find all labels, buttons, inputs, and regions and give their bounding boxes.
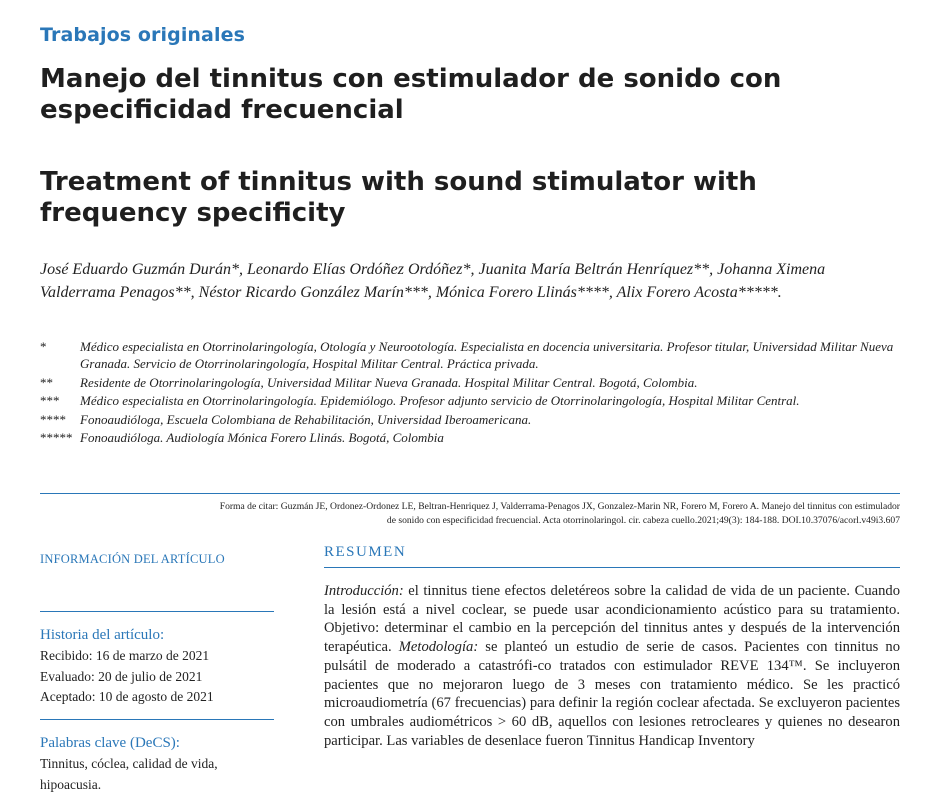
received-date: Recibido: 16 de marzo de 2021 [40,646,274,667]
keywords-line: hipoacusia. [40,775,274,795]
article-info-column [40,552,274,567]
citation-line: de sonido con especificidad frecuencial. Acta otorrinolaringol. cir. cabeza cuello.2021;49(3): 184-188. DOI.10.37076/acorl.v49i3.607 [40,514,900,528]
abstract-intro-label: Introducción: [324,583,404,599]
title-spanish: Manejo del tinnitus con estimulador de sonido con especificidad frecuencial [40,64,900,126]
accepted-date: Aceptado: 10 de agosto de 2021 [40,687,274,708]
affiliation-item [40,429,900,446]
abstract-method-label: Metodología: [399,639,478,655]
affiliation-item [40,374,900,391]
affiliation-mark: *** [40,392,80,409]
affiliation-mark: * [40,338,80,372]
affiliation-mark: ***** [40,429,80,446]
evaluated-date: Evaluado: 20 de julio de 2021 [40,667,274,688]
affiliation-text: Fonoaudióloga, Escuela Colombiana de Rehabilitación, Universidad Iberoamericana. [80,411,900,428]
affiliation-text: Fonoaudióloga. Audiología Mónica Forero Llinás. Bogotá, Colombia [80,429,900,446]
citation-line: Forma de citar: Guzmán JE, Ordonez-Ordonez LE, Beltran-Henriquez J, Valderrama-Penagos JX, Gonzalez-Marin NR, Forero M, Forero A. Manejo del tinnitus con estimulador [40,500,900,514]
keywords-line: Tinnitus, cóclea, calidad de vida, [40,754,274,775]
abstract-heading: RESUMEN [324,542,900,562]
article-info-heading: INFORMACIÓN DEL ARTÍCULO [40,552,274,567]
history-heading: Historia del artículo: [40,624,274,646]
abstract-body [324,582,900,750]
keywords-heading: Palabras clave (DeCS): [40,732,274,754]
affiliation-mark: ** [40,374,80,391]
abstract-column [324,542,900,750]
affiliation-text: Médico especialista en Otorrinolaringología, Otología y Neurootología. Especialista en docencia universitaria. Profesor titular, Universidad Militar Nueva Granada. Servicio de Otorrinolaringología, Hospital Militar Central. Práctica privada. [80,338,900,372]
section-label: Trabajos originales [40,24,245,46]
abstract-divider [324,567,900,568]
author-list: José Eduardo Guzmán Durán*, Leonardo Elías Ordóñez Ordóñez*, Juanita María Beltrán Henríquez**, Johanna Ximena Valderrama Penagos**, Néstor Ricardo González Marín***, Mónica Forero Llinás****, Alix Forero Acosta*****. [40,258,900,304]
affiliation-item [40,338,900,372]
keywords-divider [40,719,274,720]
affiliation-text: Residente de Otorrinolaringología, Universidad Militar Nueva Granada. Hospital Militar Central. Bogotá, Colombia. [80,374,900,391]
affiliation-list [40,338,900,448]
keywords [40,732,274,795]
citation-divider [40,493,900,494]
abstract-method-text: se planteó un estudio de serie de casos. Pacientes con tinnitus no pulsátil de moderado a catastrófi-co tratados con estimulador REVE 134™. Se incluyeron pacientes que no mejoraron luego de 3 meses con tratamiento médico. Se les practicó microaudiometría (67 frecuencias) para definir la región coclear afectada. Se excluyeron pacientes con umbrales audiométricos > 60 dB, aquellos con lesiones retrocleares y quienes no desearon participar. Las variables de desenlace fueron Tinnitus Handicap Inventory [324,639,900,749]
article-history [40,624,274,708]
affiliation-mark: **** [40,411,80,428]
affiliation-item [40,392,900,409]
article-info-divider [40,611,274,612]
abstract-intro-text: el tinnitus tiene efectos deletéreos sobre la calidad de vida de un paciente. Cuando la lesión está a nivel coclear, se puede usar acondicionamiento acústico para su tratamiento. Objetivo: determinar el cambio en la percepción del tinnitus antes y después de la intervención terapéutica. [324,583,900,655]
affiliation-item [40,411,900,428]
affiliation-text: Médico especialista en Otorrinolaringología. Epidemiólogo. Profesor adjunto servicio de Otorrinolaringología, Hospital Militar Central. [80,392,900,409]
citation [40,500,900,528]
title-english: Treatment of tinnitus with sound stimulator with frequency specificity [40,167,900,229]
